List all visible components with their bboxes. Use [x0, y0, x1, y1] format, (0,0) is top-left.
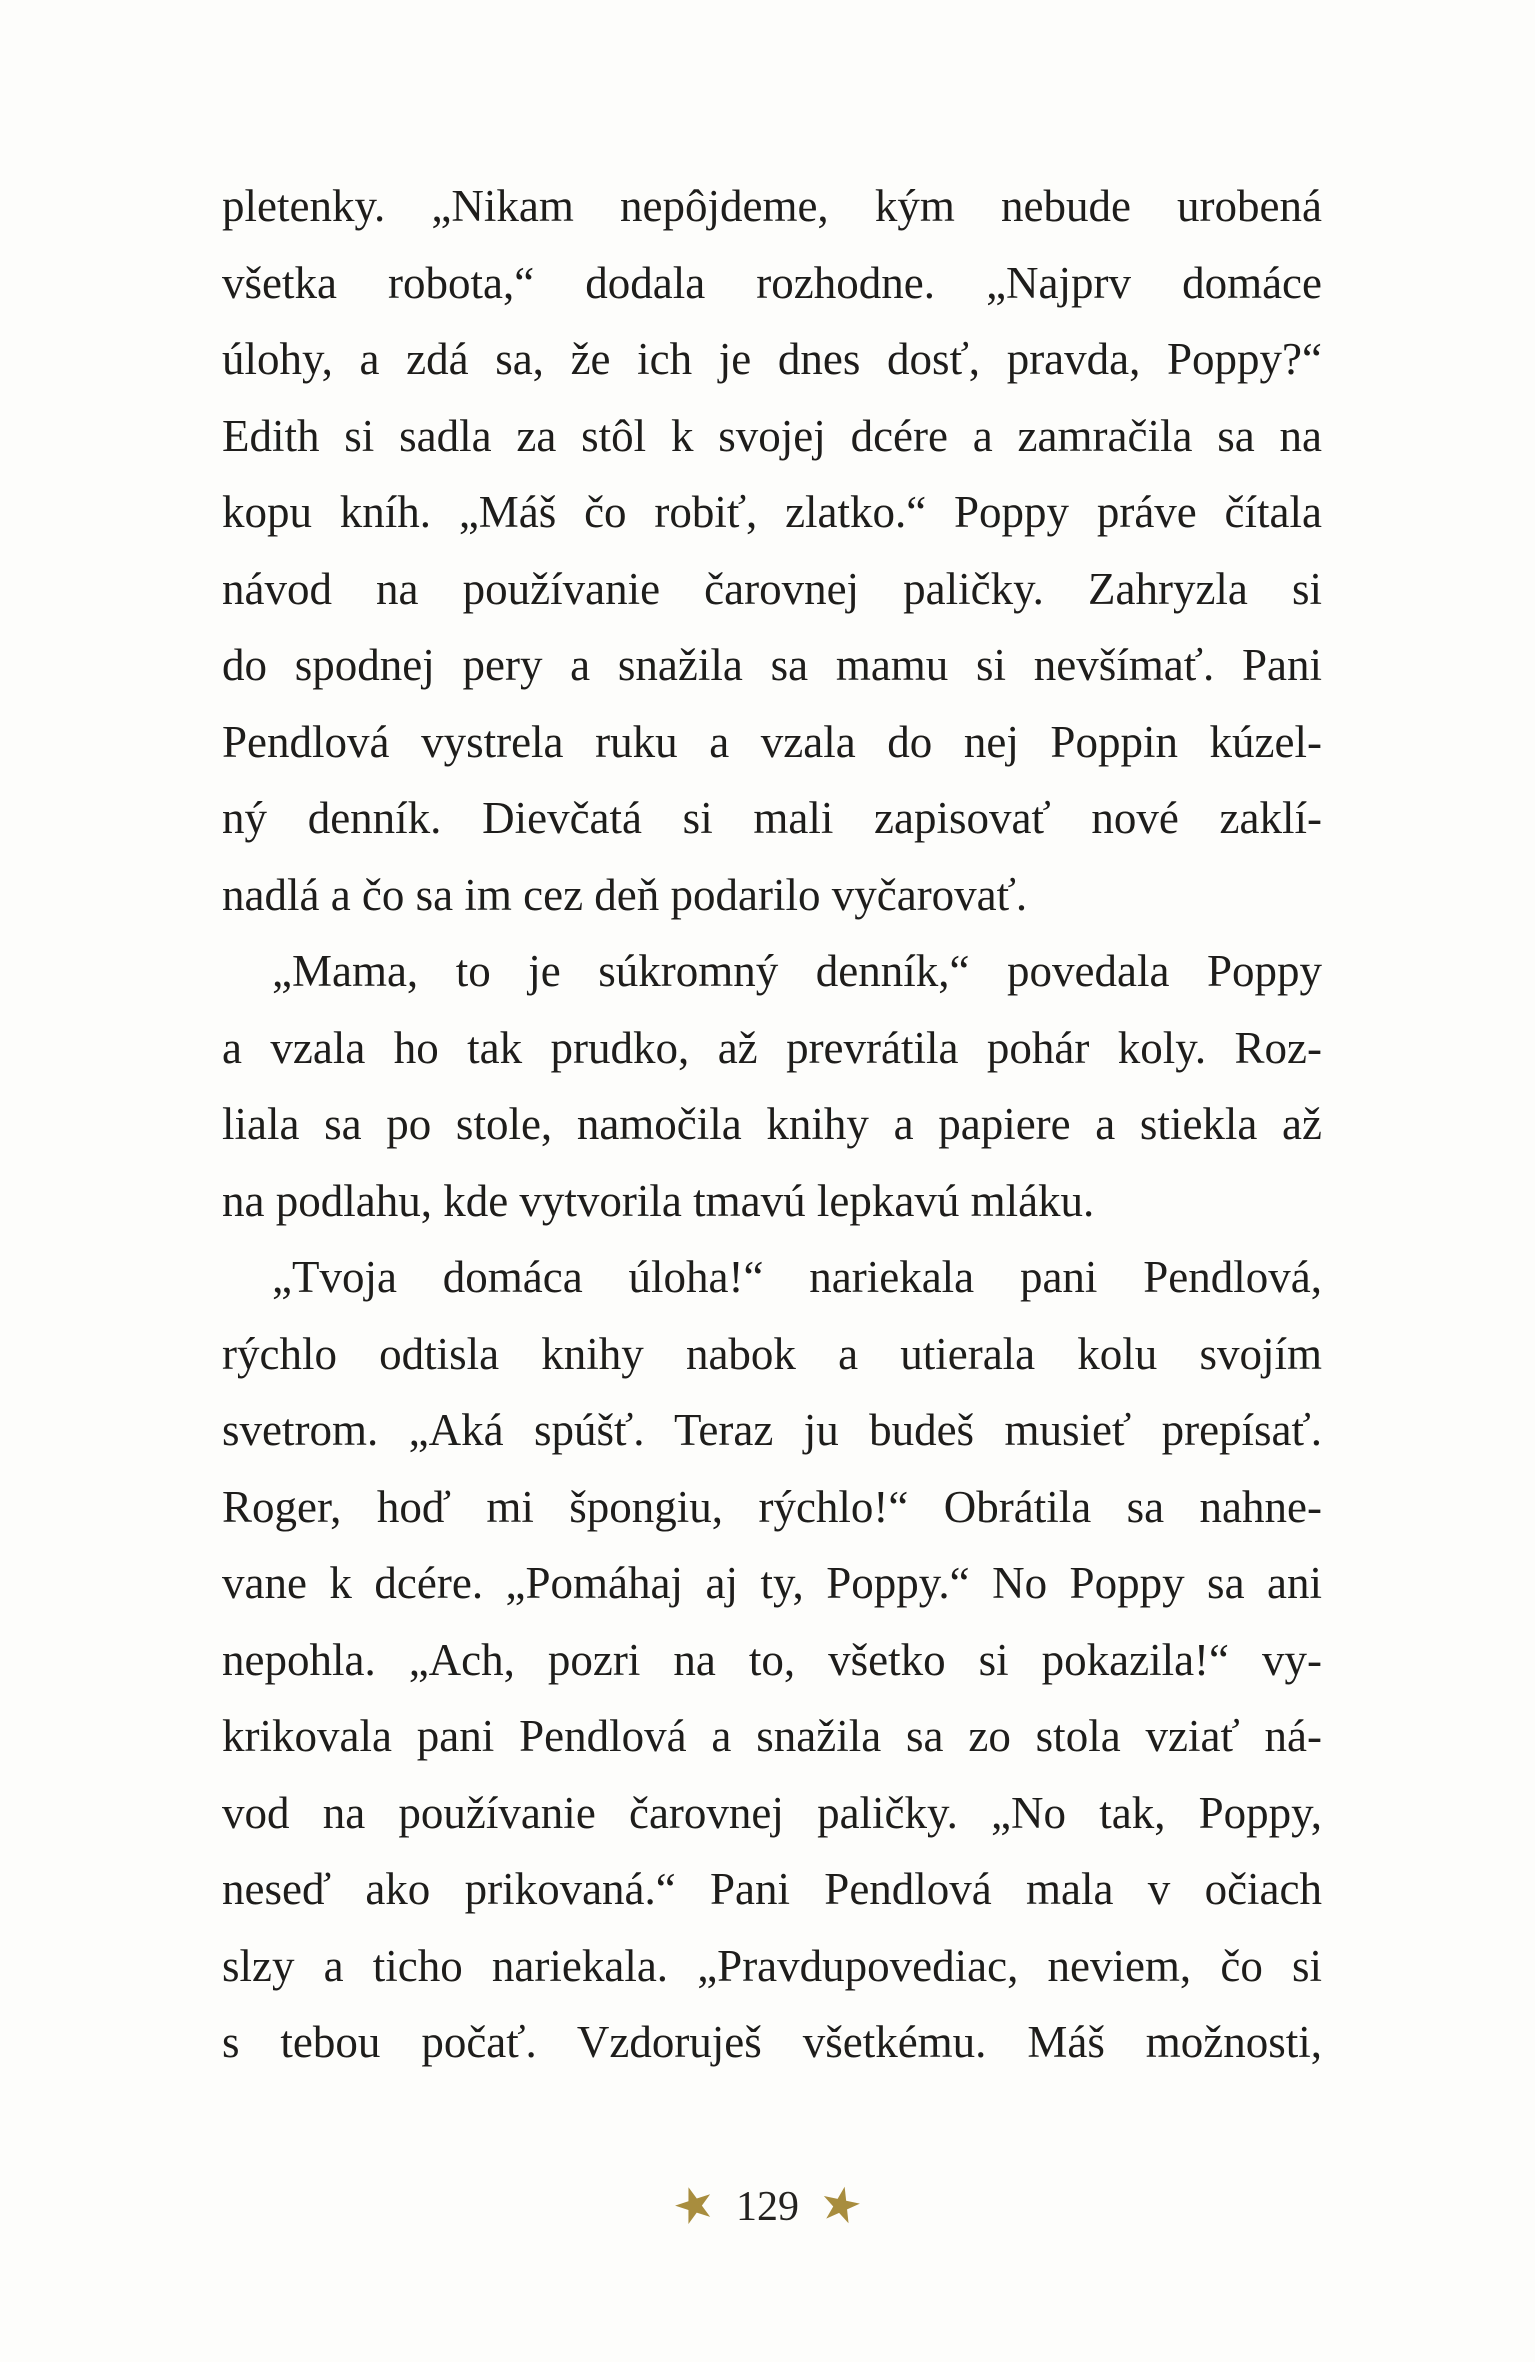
page-footer — [0, 2173, 1535, 2238]
text-line: krikovala pani Pendlová a snažila sa zo stola vziať ná- — [222, 1711, 1322, 1761]
paragraph — [222, 168, 1322, 933]
page-number: 129 — [736, 2184, 799, 2230]
text-line: všetka robota,“ dodala rozhodne. „Najprv domáce — [222, 257, 1322, 308]
text-line: a vzala ho tak prudko, až prevrátila pohár koly. Roz- — [222, 1022, 1322, 1073]
text-line: rýchlo odtisla knihy nabok a utierala kolu svojím — [222, 1328, 1322, 1379]
text-line: liala sa po stole, namočila knihy a papiere a stiekla až — [222, 1099, 1322, 1149]
text-line: kopu kníh. „Máš čo robiť, zlatko.“ Poppy práve čítala — [222, 487, 1322, 537]
text-line: s tebou počať. Vzdoruješ všetkému. Máš možnosti, — [222, 2017, 1322, 2067]
text-line: návod na používanie čarovnej paličky. Zahryzla si — [222, 563, 1322, 614]
text-line: úlohy, a zdá sa, že ich je dnes dosť, pravda, Poppy?“ — [222, 334, 1322, 384]
text-line: ný denník. Dievčatá si mali zapisovať nové zaklí- — [222, 793, 1322, 843]
paragraph — [222, 933, 1322, 1239]
text-block — [222, 168, 1322, 2081]
text-line: Roger, hoď mi špongiu, rýchlo!“ Obrátila sa nahne- — [222, 1481, 1322, 1532]
paragraph — [222, 1239, 1322, 2081]
text-line: „Tvoja domáca úloha!“ nariekala pani Pendlová, — [272, 1252, 1322, 1302]
text-line: pletenky. „Nikam nepôjdeme, kým nebude urobená — [222, 181, 1322, 231]
text-line: Pendlová vystrela ruku a vzala do nej Poppin kúzel- — [222, 716, 1322, 767]
text-line: do spodnej pery a snažila sa mamu si nevšímať. Pani — [222, 640, 1322, 690]
text-line: nadlá a čo sa im cez deň podarilo vyčarovať. — [222, 869, 1028, 920]
text-line: neseď ako prikovaná.“ Pani Pendlová mala v očiach — [222, 1864, 1322, 1914]
text-line: svetrom. „Aká spúšť. Teraz ju budeš musieť prepísať. — [222, 1405, 1322, 1455]
text-line: vod na používanie čarovnej paličky. „No tak, Poppy, — [222, 1787, 1322, 1838]
text-line: slzy a ticho nariekala. „Pravdupovediac, neviem, čo si — [222, 1940, 1322, 1991]
star-ornament-right-icon: ★ — [814, 2175, 868, 2236]
star-ornament-left-icon: ★ — [665, 2173, 723, 2238]
text-line: na podlahu, kde vytvorila tmavú lepkavú mláku. — [222, 1175, 1095, 1226]
text-line: vane k dcére. „Pomáhaj aj ty, Poppy.“ No Poppy sa ani — [222, 1558, 1322, 1608]
text-line: „Mama, to je súkromný denník,“ povedala Poppy — [272, 946, 1322, 996]
text-line: Edith si sadla za stôl k svojej dcére a zamračila sa na — [222, 410, 1322, 461]
text-line: nepohla. „Ach, pozri na to, všetko si pokazila!“ vy- — [222, 1634, 1322, 1685]
